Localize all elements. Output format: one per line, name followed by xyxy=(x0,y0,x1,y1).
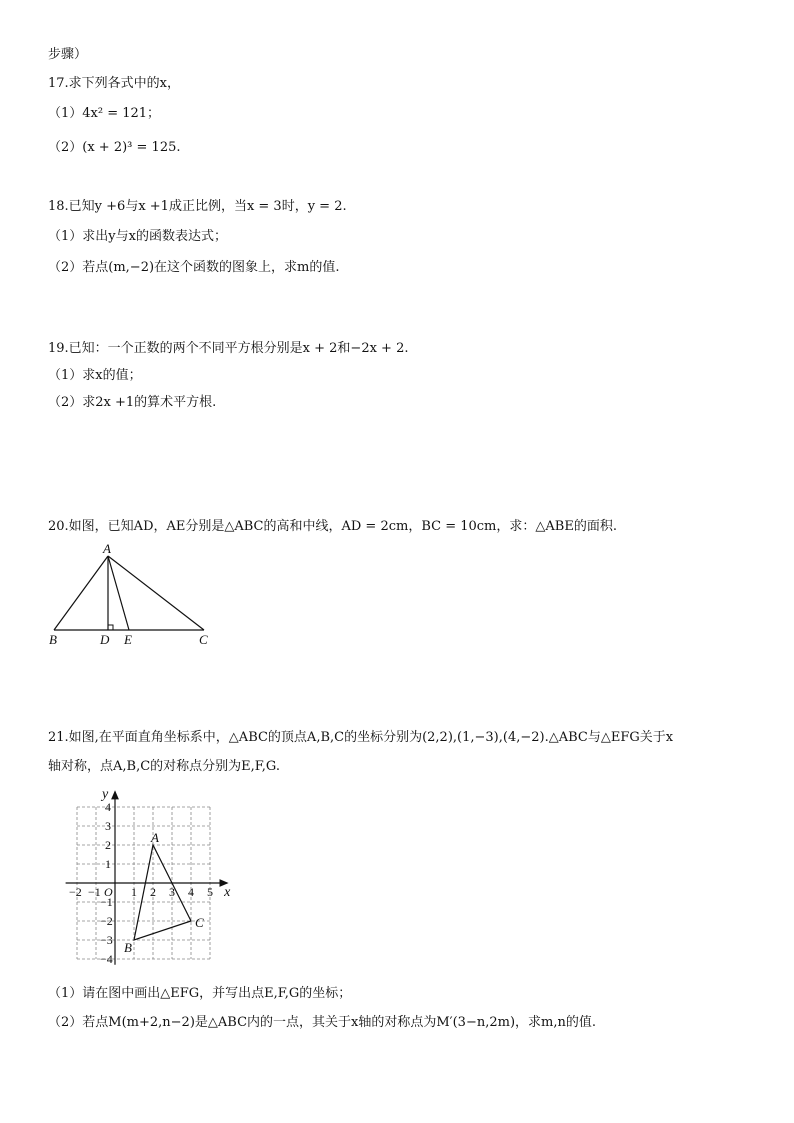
side-ac xyxy=(108,556,204,630)
y-tick-label: −1 xyxy=(100,895,113,909)
x-tick-label: −1 xyxy=(88,885,101,899)
origin-label: O xyxy=(104,885,113,899)
question-19-part-2: （2）求2x +1的算术平方根. xyxy=(48,395,217,410)
question-17-part-2: （2）(x + 2)³ = 125. xyxy=(48,140,181,155)
x-tick-label: 4 xyxy=(188,885,194,899)
triangle-figure-20 xyxy=(40,540,230,652)
point-label-a: A xyxy=(151,830,159,845)
y-tick-label: 2 xyxy=(105,838,111,852)
x-tick-label: 5 xyxy=(207,885,213,899)
label-e: E xyxy=(124,632,132,647)
y-tick-label: −3 xyxy=(100,933,113,947)
question-18-part-1: （1）求出y与x的函数表达式； xyxy=(48,229,227,244)
y-axis-label: y xyxy=(102,786,109,802)
coordinate-grid-figure-21 xyxy=(40,780,240,975)
side-ab xyxy=(54,556,108,630)
median-ae xyxy=(108,556,129,630)
question-20-stem: 20.如图，已知AD，AE分别是△ABC的高和中线，AD = 2cm，BC = 10cm，求：△ABE的面积. xyxy=(48,519,617,534)
y-tick-label: 1 xyxy=(105,857,111,871)
x-tick-label: 1 xyxy=(131,885,137,899)
label-a: A xyxy=(103,541,111,556)
question-18-stem: 18.已知y +6与x +1成正比例，当x = 3时，y = 2. xyxy=(48,199,347,214)
question-21-stem-cont: 轴对称，点A,B,C的对称点分别为E,F,G. xyxy=(48,759,280,774)
y-axis-arrow xyxy=(112,792,118,799)
question-21-part-1: （1）请在图中画出△EFG，并写出点E,F,G的坐标； xyxy=(48,986,352,1001)
label-b: B xyxy=(49,632,57,647)
x-tick-label: 2 xyxy=(150,885,156,899)
y-tick-label: −4 xyxy=(100,952,113,966)
y-tick-label: −2 xyxy=(100,914,113,928)
point-label-c: C xyxy=(195,915,204,930)
label-c: C xyxy=(199,632,208,647)
question-17-stem: 17.求下列各式中的x， xyxy=(48,76,181,91)
point-label-b: B xyxy=(124,940,132,955)
x-axis-label: x xyxy=(224,885,231,900)
question-17-part-1: （1）4x² = 121； xyxy=(48,106,161,121)
question-21-stem: 21.如图,在平面直角坐标系中，△ABC的顶点A,B,C的坐标分别为(2,2),(1,−3),(4,−2).△ABC与△EFG关于x xyxy=(48,730,674,745)
question-19-part-1: （1）求x的值； xyxy=(48,368,142,383)
y-tick-label: 3 xyxy=(105,819,111,833)
question-16-tail: 步骤） xyxy=(48,47,88,62)
question-18-part-2: （2）若点(m,−2)在这个函数的图象上，求m的值. xyxy=(48,260,340,275)
x-tick-label: −2 xyxy=(69,885,82,899)
label-d: D xyxy=(100,632,110,647)
x-tick-label: 3 xyxy=(169,885,175,899)
right-angle-mark xyxy=(108,625,113,630)
question-21-part-2: （2）若点M(m+2,n−2)是△ABC内的一点，其关于x轴的对称点为M′(3−n,2m)，求m,n的值. xyxy=(48,1015,596,1030)
triangle-abc xyxy=(134,845,191,940)
y-tick-label: 4 xyxy=(105,800,111,814)
question-19-stem: 19.已知：一个正数的两个不同平方根分别是x + 2和−2x + 2. xyxy=(48,341,409,356)
